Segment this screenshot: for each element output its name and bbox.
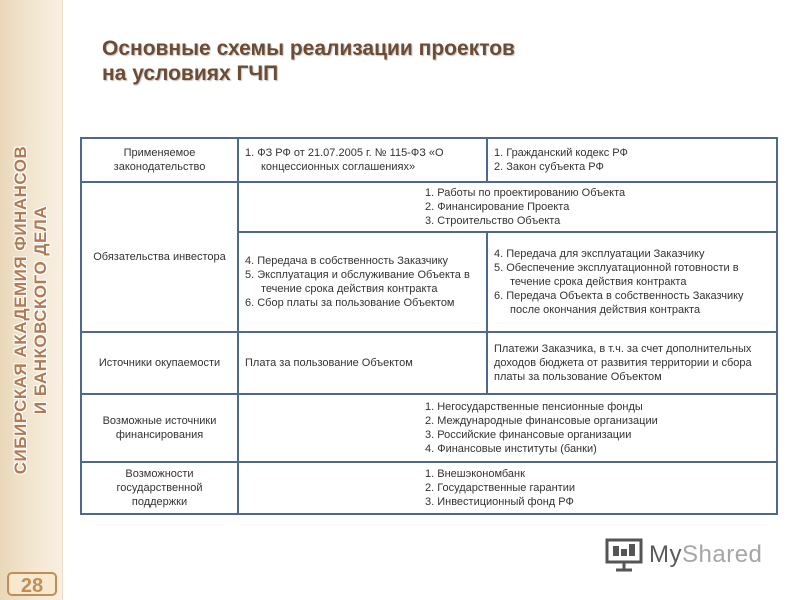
table-row-obligations-common	[81, 182, 777, 232]
label-support: Возможности государственной поддержки	[81, 462, 238, 514]
label-obligations: Обязательства инвестора	[81, 182, 238, 332]
obligations-concession	[238, 232, 487, 332]
list-item: 4. Передача в собственность Заказчику	[245, 255, 449, 267]
list-item: 5. Эксплуатация и обслуживание Объекта в течение срока действия контракта	[245, 269, 470, 295]
list-item: 6. Сбор платы за пользование Объектом	[245, 297, 455, 309]
state-support	[238, 462, 777, 514]
list-item: 2. Финансирование Проекта	[425, 201, 570, 213]
legislation-concession	[238, 138, 487, 182]
list-item: 3. Российские финансовые организации	[425, 429, 632, 441]
ppp-schemes-table	[80, 137, 778, 515]
payback-concession: Плата за пользование Объектом	[238, 332, 487, 394]
list-item: 1. Гражданский кодекс РФ	[494, 147, 628, 159]
slide-title	[102, 36, 742, 86]
table-row-support	[81, 462, 777, 514]
academy-name	[11, 146, 51, 474]
legislation-civil	[487, 138, 777, 182]
list-item: 3. Инвестиционный фонд РФ	[425, 496, 574, 508]
slide-title-line1: Основные схемы реализации проектов	[102, 37, 515, 60]
logo-text-shared: Shared	[682, 541, 763, 568]
list-item: 1. Негосударственные пенсионные фонды	[425, 401, 643, 413]
page-number: 28	[7, 572, 57, 596]
list-item: 1. ФЗ РФ от 21.07.2005 г. № 115-ФЗ «О концессионных соглашениях»	[245, 147, 444, 173]
academy-name-line1: СИБИРСКАЯ АКАДЕМИЯ ФИНАНСОВ	[11, 145, 30, 475]
list-item: 2. Закон субъекта РФ	[494, 161, 604, 173]
label-legislation: Применяемое законодательство	[81, 138, 238, 182]
financing-sources	[238, 394, 777, 462]
presentation-board-icon	[605, 538, 643, 572]
table-row-legislation	[81, 138, 777, 182]
list-item: 2. Международные финансовые организации	[425, 415, 658, 427]
list-item: 2. Государственные гарантии	[425, 482, 575, 494]
list-item: 4. Передача для эксплуатации Заказчику	[494, 248, 705, 260]
list-item: 5. Обеспечение эксплуатационной готовности в течение срока действия контракта	[494, 262, 739, 288]
label-financing: Возможные источники финансирования	[81, 394, 238, 462]
myshared-logo	[605, 537, 762, 573]
sidebar-band	[0, 0, 63, 600]
obligations-common	[238, 182, 777, 232]
list-item: 1. Работы по проектированию Объекта	[425, 187, 626, 199]
list-item: 4. Финансовые институты (банки)	[425, 443, 597, 455]
obligations-contract	[487, 232, 777, 332]
label-payback: Источники окупаемости	[81, 332, 238, 394]
logo-text	[649, 541, 762, 569]
table-row-payback	[81, 332, 777, 394]
list-item: 1. Внешэкономбанк	[425, 468, 525, 480]
logo-text-my: My	[649, 541, 682, 568]
list-item: 6. Передача Объекта в собственность Заказчику после окончания действия контракта	[494, 290, 744, 316]
list-item: 3. Строительство Объекта	[425, 215, 561, 227]
table-row-financing	[81, 394, 777, 462]
payback-contract: Платежи Заказчика, в т.ч. за счет дополнительных доходов бюджета от развития территории и сбора платы за пользование Объектом	[487, 332, 777, 394]
academy-name-line2: И БАНКОВСКОГО ДЕЛА	[31, 205, 50, 415]
slide-title-line2: на условиях ГЧП	[102, 62, 279, 85]
